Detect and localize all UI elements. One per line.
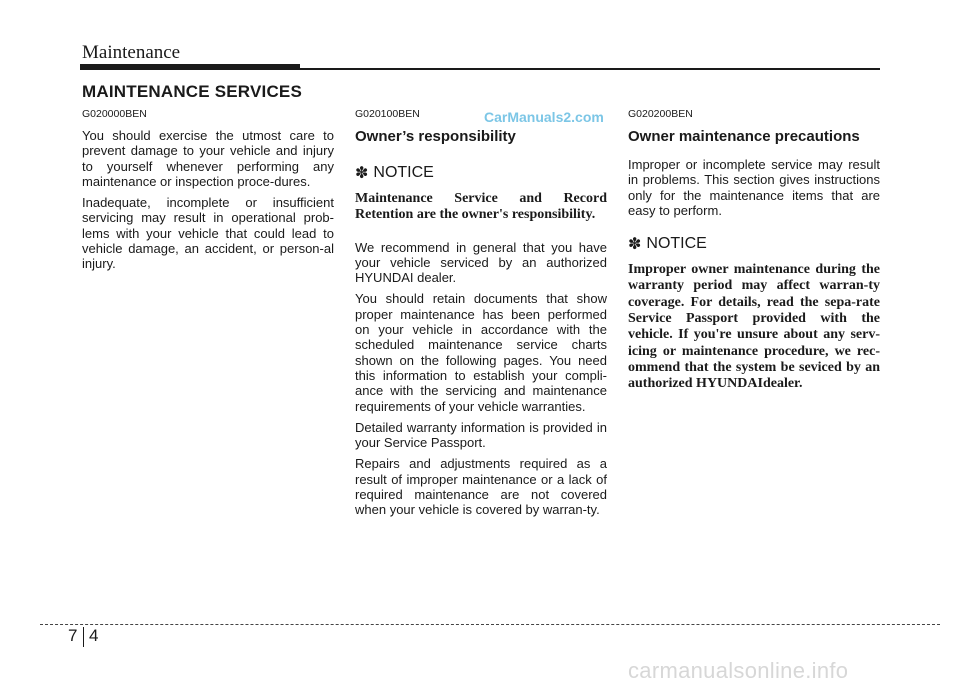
watermark-link[interactable]: CarManuals2.com [484,109,604,125]
paragraph: You should retain documents that show proper maintenance has been performed on your vehicle in accordance with the scheduled maintenance service charts shown on the following pages. You need this information to establish your compli-ance with the servicing and maintenance requirements of your vehicle warranties. [355,291,607,414]
chapter-number: 7 [68,626,78,645]
section-title: MAINTENANCE SERVICES [82,82,302,101]
column-1 [82,108,334,278]
section-code: G020200BEN [628,108,693,120]
paragraph: You should exercise the utmost care to prevent damage to your vehicle and injury to yourself whenever performing any maintenance or inspection proce-dures. [82,128,334,189]
paragraph: Improper or incomplete service may result in problems. This section gives instructions only for the maintenance items that are easy to perform. [628,157,880,218]
bottom-watermark: carmanualsonline.info [628,658,849,683]
notice-heading [628,234,880,254]
notice-heading [355,163,607,183]
notice-icon: ✽ [355,165,369,182]
subsection-heading: Owner maintenance precautions [628,128,860,145]
notice-label: NOTICE [646,235,707,253]
notice-body: Improper owner maintenance during the warranty period may affect warran-ty coverage. For details, read the sepa-rate Service Passport provided with the vehicle. If you're unsure about any serv-icing or maintenance procedure, we rec-ommend that the system be seviced by an authorized HYUNDAIdealer. [628,262,880,392]
section-code: G020100BEN [355,108,420,120]
notice-label: NOTICE [373,164,434,181]
subsection-heading: Owner’s responsibility [355,128,516,145]
page-header-title: Maintenance [82,42,181,63]
header-rule-thick [80,64,300,70]
notice-icon: ✽ [628,236,642,254]
notice-body: Maintenance Service and Record Retention are the owner's responsibility. [355,191,607,223]
section-code: G020000BEN [82,108,147,120]
paragraph: Repairs and adjustments required as a result of improper maintenance or a lack of required maintenance are not covered when your vehicle is covered by warran-ty. [355,456,607,518]
page-number: 4 [89,626,99,645]
header-rule-thin [300,68,880,70]
column-2 [355,108,607,524]
paragraph: Inadequate, incomplete or insufficient servicing may result in operational prob-lems with your vehicle that could lead to vehicle damage, an accident, or person-al injury. [82,195,334,272]
paragraph: Detailed warranty information is provided in your Service Passport. [355,419,607,451]
column-3 [628,108,880,409]
paragraph: We recommend in general that you have your vehicle serviced by an authorized HYUNDAI dealer. [355,239,607,286]
footer-dashed-rule [40,624,940,625]
page-number-divider [83,627,84,647]
